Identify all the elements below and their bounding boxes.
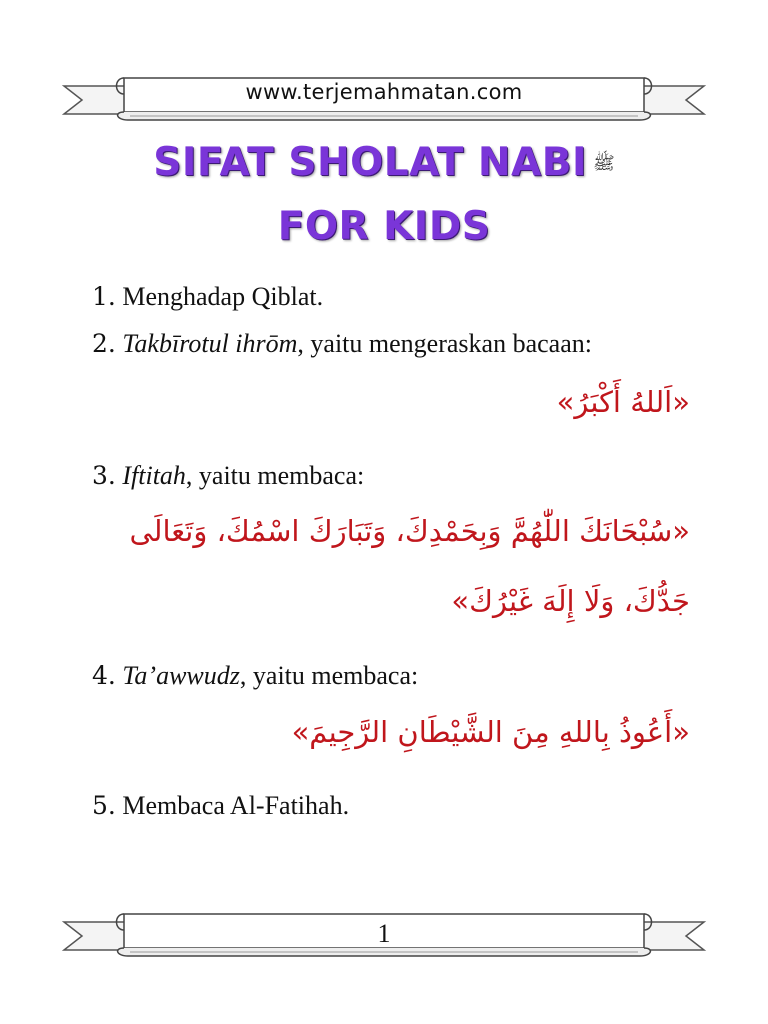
item-number: 4. — [92, 661, 116, 690]
item-text: , yaitu membaca: — [185, 461, 365, 490]
list-item — [92, 460, 364, 492]
arabic-recitation: «اَللهُ أَكْبَرُ» — [556, 385, 690, 419]
item-term: Iftitah — [122, 461, 186, 490]
title-line-1: SIFAT SHOLAT NABI — [153, 140, 587, 185]
item-text: , yaitu membaca: — [239, 661, 419, 690]
item-text: Menghadap Qiblat. — [122, 282, 324, 311]
item-number: 3. — [92, 461, 116, 490]
arabic-recitation-line-2: جَدُّكَ، وَلَا إِلَهَ غَيْرُكَ» — [451, 584, 690, 618]
item-number: 2. — [92, 329, 116, 358]
list-item — [92, 328, 592, 360]
list-item — [92, 281, 323, 313]
website-url: www.terjemahmatan.com — [245, 80, 523, 104]
list-item — [92, 790, 349, 822]
arabic-recitation-line-1: «سُبْحَانَكَ اللّٰهُمَّ وَبِحَمْدِكَ، وَتَبَارَكَ اسْمُكَ، وَتَعَالَى — [129, 514, 690, 548]
list-item — [92, 660, 418, 692]
page-number: 1 — [377, 919, 391, 948]
item-term: Takbīrotul ihrōm — [122, 329, 298, 358]
item-number: 1. — [92, 282, 116, 311]
honorific-glyph: ﷺ — [592, 152, 615, 174]
item-text: Membaca Al-Fatihah. — [122, 791, 350, 820]
arabic-recitation: «أَعُوذُ بِاللهِ مِنَ الشَّيْطَانِ الرَّجِيمَ» — [291, 715, 690, 749]
header-banner — [60, 64, 708, 128]
item-text: , yaitu mengeraskan bacaan: — [297, 329, 592, 358]
page-title — [0, 140, 768, 185]
page-subtitle: FOR KIDS — [277, 204, 491, 249]
footer-banner — [60, 900, 708, 964]
item-number: 5. — [92, 791, 116, 820]
item-term: Ta’awwudz — [122, 661, 240, 690]
